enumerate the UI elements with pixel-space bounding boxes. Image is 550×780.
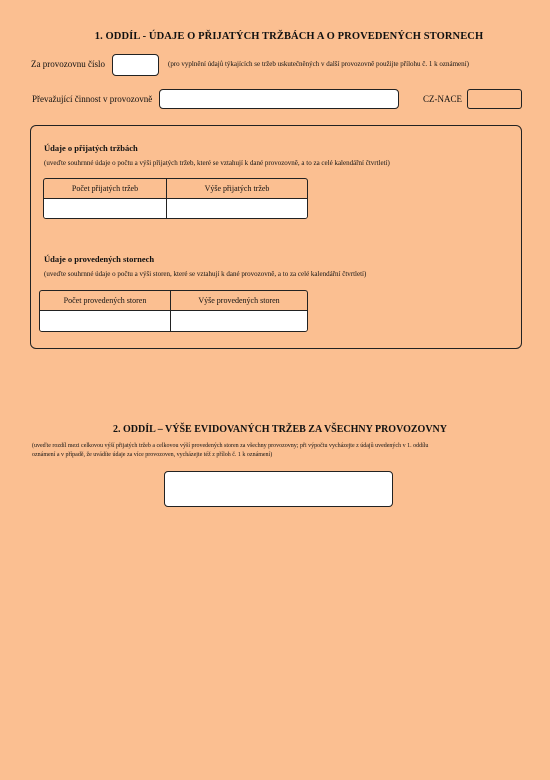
cancellations-count-input[interactable] (40, 311, 171, 331)
nace-label: CZ-NACE (423, 94, 462, 104)
premises-label: Za provozovnu číslo (31, 59, 105, 69)
cancellations-note: (uveďte souhrnné údaje o počtu a výši storen, které se vztahují k dané provozovně, a to za celé kalendářní čtvrtletí) (44, 270, 367, 278)
activity-input[interactable] (159, 89, 399, 109)
cancellations-amount-header: Výše provedených storen (171, 291, 307, 311)
receipts-table (43, 178, 308, 219)
cancellations-heading: Údaje o provedených stornech (44, 254, 155, 264)
cancellations-table (39, 290, 308, 332)
section1-title: 1. ODDÍL - ÚDAJE O PŘIJATÝCH TRŽBÁCH A O PROVEDENÝCH STORNECH (94, 31, 484, 42)
premises-note: (pro vyplnění údajů týkajících se tržeb uskutečněných v další provozovně použijte přílohu č. 1 k oznámení) (168, 60, 469, 68)
receipts-count-header: Počet přijatých tržeb (44, 179, 167, 199)
receipts-heading: Údaje o přijatých tržbách (44, 143, 138, 153)
section2-note-line2: oznámení a v případě, že uvádíte údaje za více provozoven, vycházejte též z příloh č. 1 k oznámení) (32, 452, 273, 458)
section2-note-line1: (uveďte rozdíl mezi celkovou výší přijatých tržeb a celkovou výší provedených storen za všechny provozovny; při výpočtu vycházejte z údajů uvedených v 1. oddílu (32, 443, 429, 449)
cancellations-count-header: Počet provedených storen (40, 291, 171, 311)
activity-label: Převažující činnost v provozovně (32, 94, 153, 104)
receipts-count-input[interactable] (44, 199, 167, 218)
nace-input[interactable] (467, 89, 522, 109)
receipts-note: (uveďte souhrnné údaje o počtu a výši přijatých tržeb, které se vztahují k dané provozovně, a to za celé kalendářní čtvrtletí) (44, 159, 390, 167)
premises-number-input[interactable] (112, 54, 159, 76)
total-receipts-input[interactable] (164, 471, 393, 507)
receipts-amount-header: Výše přijatých tržeb (167, 179, 307, 199)
cancellations-amount-input[interactable] (171, 311, 307, 331)
receipts-amount-input[interactable] (167, 199, 307, 218)
section2-title: 2. ODDÍL – VÝŠE EVIDOVANÝCH TRŽEB ZA VŠECHNY PROVOZOVNY (112, 424, 448, 435)
